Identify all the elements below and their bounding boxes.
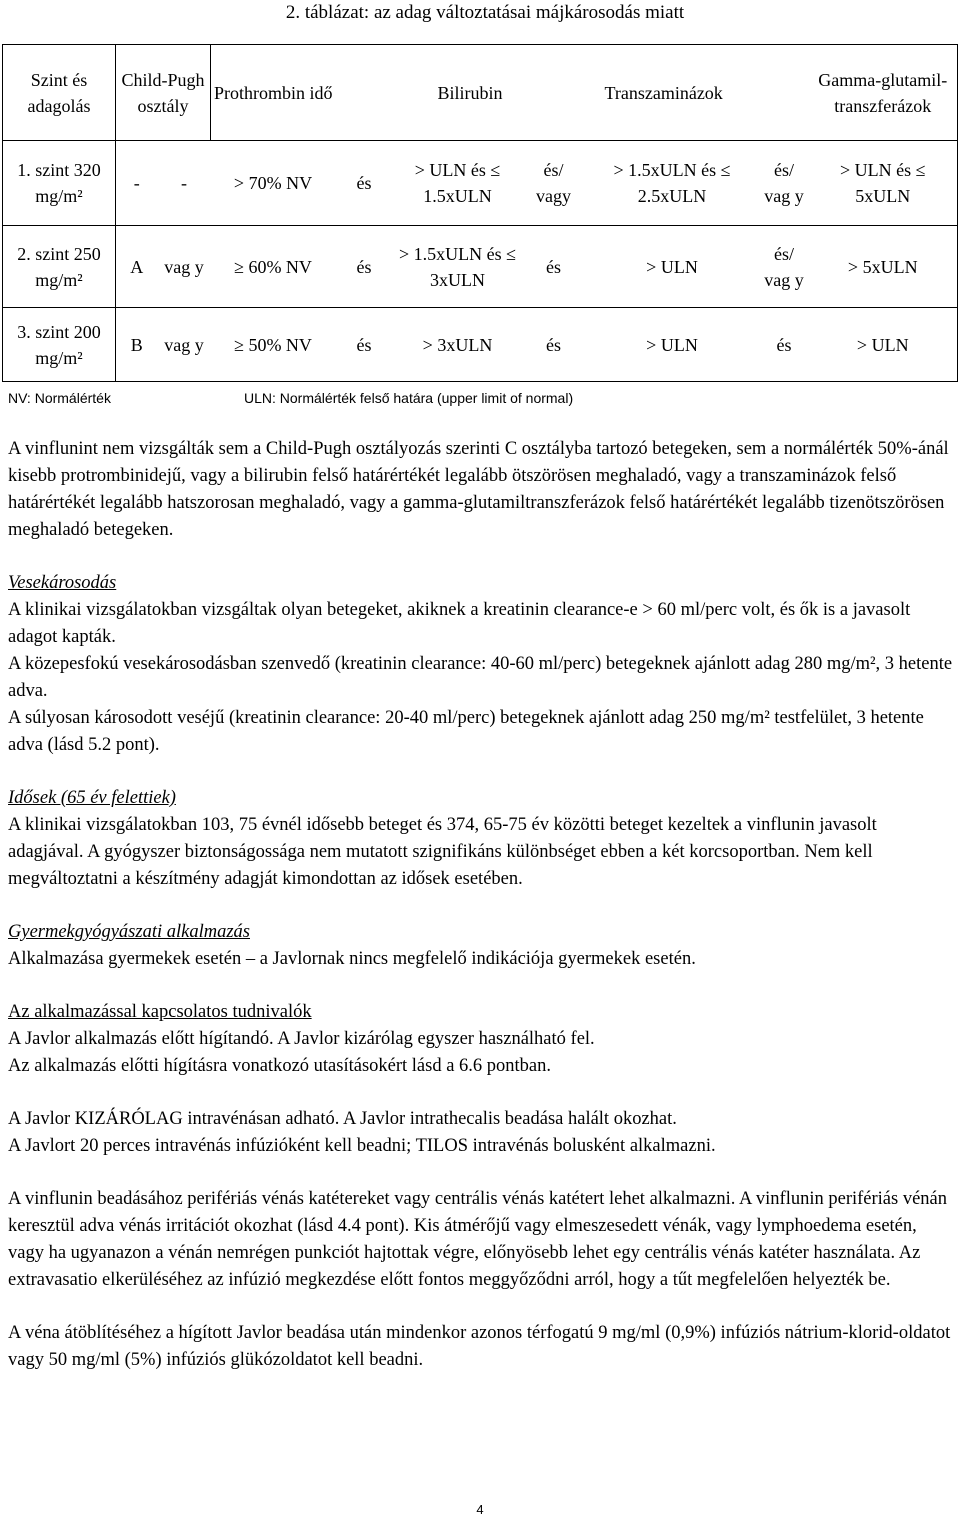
row1-conj2: és/ vagy [523, 141, 585, 226]
row2-conj1: és [336, 226, 393, 308]
administration-line-1: A Javlor alkalmazás előtt hígítandó. A Javlor kizárólag egyszer használható fel. [8, 1029, 595, 1049]
row2-conj3: és/ vag y [760, 226, 809, 308]
row1-prothrombin: > 70% NV [211, 141, 336, 226]
elderly-heading: Idősek (65 év felettiek) [8, 788, 176, 808]
row1-ggt: > ULN és ≤ 5xULN [809, 141, 958, 226]
renal-paragraph-1: A klinikai vizsgálatokban vizsgáltak olyan betegeket, akiknek a kreatinin clearance-e > 60 ml/perc volt, és ők is a javasolt adagot kapták. [8, 600, 911, 647]
header-prothrombin: Prothrombin idő [211, 45, 336, 141]
administration-line-2: Az alkalmazás előtti hígításra vonatkozó utasításokért lásd a 6.6 pontban. [8, 1056, 552, 1076]
row2-child-pugh-b: vag y [158, 226, 211, 308]
table-row [3, 226, 958, 308]
row2-level: 2. szint 250 mg/m² [3, 226, 116, 308]
table-caption: 2. táblázat: az adag változtatásai májkárosodás miatt [285, 2, 685, 23]
row3-conj1: és [336, 308, 393, 382]
row2-transaminases: > ULN [585, 226, 760, 308]
row2-ggt: > 5xULN [809, 226, 958, 308]
catheter-paragraph: A vinflunin beadásához perifériás vénás katétereket vagy centrális vénás katétert lehet alkalmazni. A vinflunin perifériás vénán keresztül adva vénás irritációt okozhat (lásd 4.4 pont). Kis átmérőjű vagy elmeszesedett vénák, vagy lymphoedema esetén, vagy ha ugyanazon a vénán nemrégen punkciót hajtottak végre, előnyösebb lehet egy centrális vénás katéter használata. Az extravasatio elkerüléséhez az infúzió megkezdése előtt fontos meggyőződni arról, hogy a tűt megfelelően helyezték be. [8, 1189, 948, 1290]
table-row [3, 308, 958, 382]
row3-child-pugh-a: B [116, 308, 158, 382]
header-transaminases: Transzaminázok [585, 45, 760, 141]
intravenous-line-1: A Javlor KIZÁRÓLAG intravénásan adható. A Javlor intrathecalis beadása halált okozhat. [8, 1109, 677, 1129]
document-body [8, 436, 956, 1374]
dose-adjustment-table [2, 44, 958, 382]
intravenous-line-2: A Javlort 20 perces intravénás infúzióként kell beadni; TILOS intravénás bolusként alkalmazni. [8, 1136, 716, 1156]
row2-bilirubin: > 1.5xULN és ≤ 3xULN [393, 226, 523, 308]
header-level: Szint és adagolás [3, 45, 116, 141]
header-ggt: Gamma-glutamil-transzferázok [809, 45, 958, 141]
row3-conj2: és [523, 308, 585, 382]
row3-level: 3. szint 200 mg/m² [3, 308, 116, 382]
row1-child-pugh-b: - [158, 141, 211, 226]
renal-heading: Vesekárosodás [8, 573, 117, 593]
row3-conj3: és [760, 308, 809, 382]
row3-prothrombin: ≥ 50% NV [211, 308, 336, 382]
header-bilirubin: Bilirubin [393, 45, 523, 141]
table-row [3, 141, 958, 226]
row2-conj2: és [523, 226, 585, 308]
row3-ggt: > ULN [809, 308, 958, 382]
row1-bilirubin: > ULN és ≤ 1.5xULN [393, 141, 523, 226]
elderly-paragraph: A klinikai vizsgálatokban 103, 75 évnél idősebb beteget és 374, 65-75 év közötti beteget kezeltek a vinflunin javasolt adagjával. A gyógyszer biztonságossága nem mutatott szignifikáns különbséget ebben a két korcsoportban. Nem kell megváltoztatni a készítmény adagját kimondottan az idősek esetében. [8, 815, 877, 889]
row1-conj1: és [336, 141, 393, 226]
note-uln: ULN: Normálérték felső határa (upper limit of normal) [244, 390, 574, 406]
row1-conj3: és/ vag y [760, 141, 809, 226]
header-child-pugh: Child-Pugh osztály [116, 45, 211, 141]
row1-level: 1. szint 320 mg/m² [3, 141, 116, 226]
row3-transaminases: > ULN [585, 308, 760, 382]
administration-heading: Az alkalmazással kapcsolatos tudnivalók [8, 1002, 312, 1022]
row1-transaminases: > 1.5xULN és ≤ 2.5xULN [585, 141, 760, 226]
hepatic-note-paragraph: A vinflunint nem vizsgálták sem a Child-Pugh osztályozás szerinti C osztályba tartozó betegeken, sem a normálérték 50%-ánál kisebb protrombinidejű, vagy a bilirubin felső határértékét legalább ötszörösen meghaladó, vagy a transzaminázok felső határértékét legalább hatszorosan meghaladó, vagy a gamma-glutamiltranszferázok felső határértékét legalább tizenötszörösen meghaladó betegeken. [8, 439, 949, 540]
renal-paragraph-3: A súlyosan károsodott veséjű (kreatinin clearance: 20-40 ml/perc) betegeknek ajánlott adag 250 mg/m² testfelület, 3 hetente adva (lásd 5.2 pont). [8, 708, 924, 755]
table-header-row [3, 45, 958, 141]
row2-child-pugh-a: A [116, 226, 158, 308]
row3-bilirubin: > 3xULN [393, 308, 523, 382]
renal-paragraph-2: A közepesfokú vesekárosodásban szenvedő (kreatinin clearance: 40-60 ml/perc) betegeknek ajánlott adag 280 mg/m², 3 hetente adva. [8, 654, 953, 701]
flush-paragraph: A véna átöblítéséhez a hígított Javlor beadása után mindenkor azonos térfogatú 9 mg/ml (0,9%) infúziós nátrium-klorid-oldatot vagy 50 mg/ml (5%) infúziós glükózoldatot kell beadni. [8, 1323, 951, 1370]
row3-child-pugh-b: vag y [158, 308, 211, 382]
pediatric-paragraph: Alkalmazása gyermekek esetén – a Javlornak nincs megfelelő indikációja gyermekek esetén. [8, 949, 696, 969]
note-nv: NV: Normálérték [8, 390, 111, 406]
row1-child-pugh-a: - [116, 141, 158, 226]
pediatric-heading: Gyermekgyógyászati alkalmazás [8, 922, 250, 942]
page-number: 4 [476, 1502, 484, 1517]
row2-prothrombin: ≥ 60% NV [211, 226, 336, 308]
